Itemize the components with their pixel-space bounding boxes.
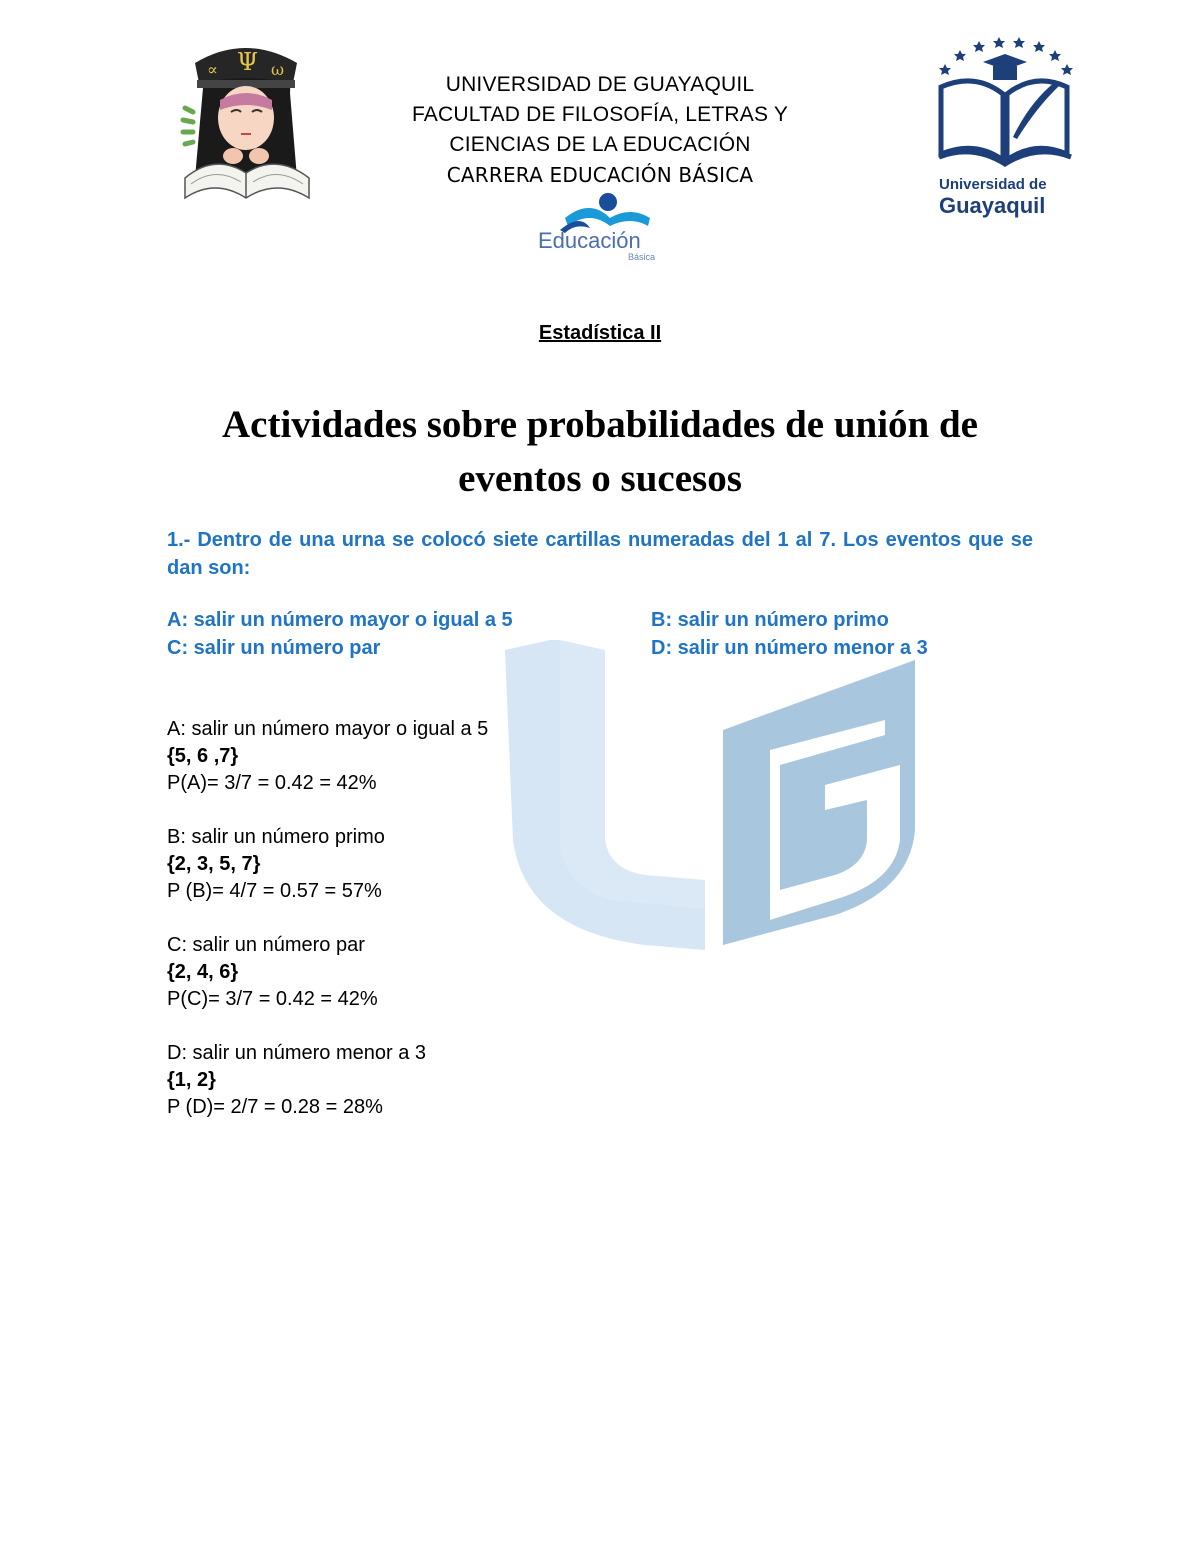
edu-logo-sub: Básica xyxy=(628,252,656,262)
answer-d xyxy=(167,1040,488,1121)
answer-a xyxy=(167,716,488,797)
answer-b xyxy=(167,824,488,905)
event-c: C: salir un número par xyxy=(167,637,381,659)
answers-section xyxy=(167,716,488,1148)
title-line-2: eventos o sucesos xyxy=(458,457,742,500)
document-title xyxy=(150,398,1050,506)
omega-symbol: ω xyxy=(271,60,285,79)
edu-logo-main: Educación xyxy=(538,228,641,253)
university-name: UNIVERSIDAD DE GUAYAQUIL xyxy=(445,73,755,96)
answer-label: C: salir un número par xyxy=(167,934,365,956)
answer-set: {5, 6 ,7} xyxy=(167,745,239,767)
answer-c xyxy=(167,932,488,1013)
event-d: D: salir un número menor a 3 xyxy=(651,637,928,659)
answer-label: D: salir un número menor a 3 xyxy=(167,1042,427,1064)
answer-probability: P (D)= 2/7 = 0.28 = 28% xyxy=(167,1096,383,1118)
university-logo xyxy=(935,32,1075,222)
answer-probability: P (B)= 4/7 = 0.57 = 57% xyxy=(167,880,382,902)
psi-symbol: Ψ xyxy=(237,48,259,76)
answer-set: {2, 3, 5, 7} xyxy=(167,853,261,875)
answer-probability: P(C)= 3/7 = 0.42 = 42% xyxy=(167,988,378,1010)
logo-text-line-1: Universidad de xyxy=(939,176,1047,193)
educacion-basica-logo xyxy=(530,188,680,263)
problem-statement: 1.- Dentro de una urna se colocó siete cartillas numeradas del 1 al 7. Los eventos que se dan son: xyxy=(167,529,1033,579)
event-a: A: salir un número mayor o igual a 5 xyxy=(167,609,513,631)
answer-label: B: salir un número primo xyxy=(167,826,385,848)
logo-text-line-2: Guayaquil xyxy=(939,193,1046,218)
alpha-symbol: ∝ xyxy=(207,60,218,79)
title-line-1: Actividades sobre probabilidades de unión de xyxy=(222,403,978,446)
ug-watermark xyxy=(505,640,920,950)
answer-probability: P(A)= 3/7 = 0.42 = 42% xyxy=(167,772,377,794)
institution-header xyxy=(330,70,870,190)
event-b: B: salir un número primo xyxy=(651,609,889,631)
faculty-line-2: CIENCIAS DE LA EDUCACIÓN xyxy=(449,133,751,156)
answer-set: {2, 4, 6} xyxy=(167,961,239,983)
career-name: CARRERA EDUCACIÓN BÁSICA xyxy=(446,163,754,187)
faculty-line-1: FACULTAD DE FILOSOFÍA, LETRAS Y xyxy=(411,103,789,126)
faculty-logo xyxy=(175,38,317,208)
subject-title: Estadística II xyxy=(538,322,662,344)
answer-label: A: salir un número mayor o igual a 5 xyxy=(167,718,489,740)
answer-set: {1, 2} xyxy=(167,1069,216,1091)
